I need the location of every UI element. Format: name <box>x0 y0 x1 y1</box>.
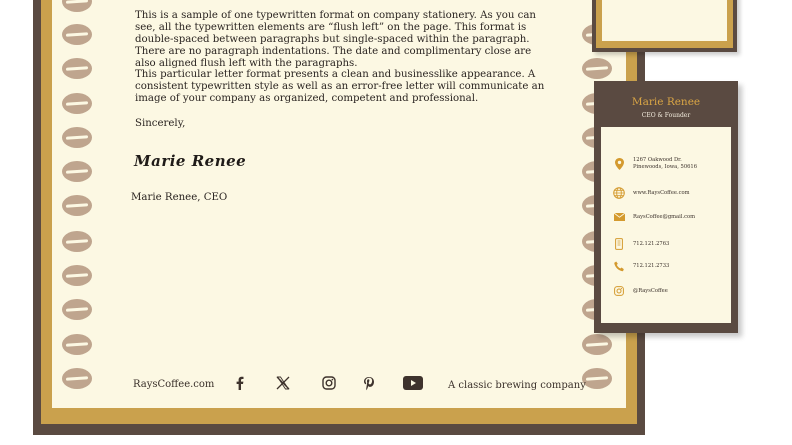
card-back-paper <box>602 0 727 41</box>
card-phone-1[interactable]: 712.121.2763 <box>633 240 670 247</box>
footer-tagline: A classic brewing company <box>448 380 586 391</box>
mobile-phone-icon <box>612 238 626 250</box>
card-back-partial <box>592 0 737 52</box>
card-phone1-row <box>612 238 669 250</box>
card-address-row <box>612 157 697 170</box>
coffee-bean-icon <box>62 368 92 389</box>
coffee-bean-icon <box>62 195 92 216</box>
letter-closing: Sincerely, <box>135 118 186 129</box>
instagram-icon <box>612 286 626 296</box>
x-icon[interactable] <box>275 372 291 394</box>
coffee-bean-icon <box>62 265 92 286</box>
coffee-bean-icon <box>62 93 92 114</box>
card-email[interactable]: RaysCoffee@gmail.com <box>633 213 696 220</box>
card-website[interactable]: www.RaysCoffee.com <box>633 189 690 196</box>
card-website-row <box>612 187 690 199</box>
coffee-bean-icon <box>582 334 612 355</box>
pinterest-icon[interactable] <box>361 372 377 394</box>
signature: Marie Renee <box>134 152 247 170</box>
card-title: CEO & Founder <box>641 112 691 119</box>
card-name: Marie Renee <box>631 96 701 108</box>
facebook-icon[interactable] <box>232 372 246 394</box>
card-email-row <box>612 213 695 221</box>
card-address-line1: 1267 Oakwood Dr. <box>633 157 682 163</box>
coffee-bean-icon <box>62 127 92 148</box>
location-pin-icon <box>612 158 626 170</box>
coffee-bean-icon <box>62 161 92 182</box>
coffee-bean-icon <box>582 58 612 79</box>
card-back-gold-border <box>596 0 733 48</box>
card-social-row <box>612 286 668 296</box>
coffee-bean-icon <box>62 24 92 45</box>
card-phone2-row <box>612 261 669 272</box>
coffee-bean-icon <box>62 58 92 79</box>
card-social-handle[interactable]: @RaysCoffee <box>633 287 668 294</box>
coffee-bean-icon <box>62 299 92 320</box>
coffee-bean-icon <box>62 231 92 252</box>
card-phone-2[interactable]: 712.121.2733 <box>633 263 670 270</box>
card-address-line2: Pinewoods, Iowa, 50616 <box>633 163 698 170</box>
phone-icon <box>612 261 626 272</box>
letter-paragraph-1: This is a sample of one typewritten format on company stationery. As you can see, all the typewritten elements are “flush left” on the page. This format is double-spaced between paragraphs but single-spaced within the paragraph. There are no paragraph indentations. The date and complimentary close are also aligned flush left with the paragraphs. <box>135 10 536 69</box>
envelope-icon <box>612 213 626 221</box>
letter-paragraph-2: This particular letter format presents a clean and businesslike appearance. A consistent typewritten style as well as an error-free letter will communicate an image of your company as organized, competent and professional. <box>135 69 545 104</box>
signer-name: Marie Renee, CEO <box>131 192 228 203</box>
business-card <box>594 81 738 333</box>
coffee-bean-icon <box>582 368 612 389</box>
instagram-icon[interactable] <box>321 372 337 394</box>
globe-icon <box>612 187 626 199</box>
card-contact-panel <box>601 127 731 323</box>
youtube-icon[interactable] <box>402 372 424 394</box>
coffee-bean-icon <box>62 334 92 355</box>
footer-website[interactable]: RaysCoffee.com <box>133 379 215 390</box>
